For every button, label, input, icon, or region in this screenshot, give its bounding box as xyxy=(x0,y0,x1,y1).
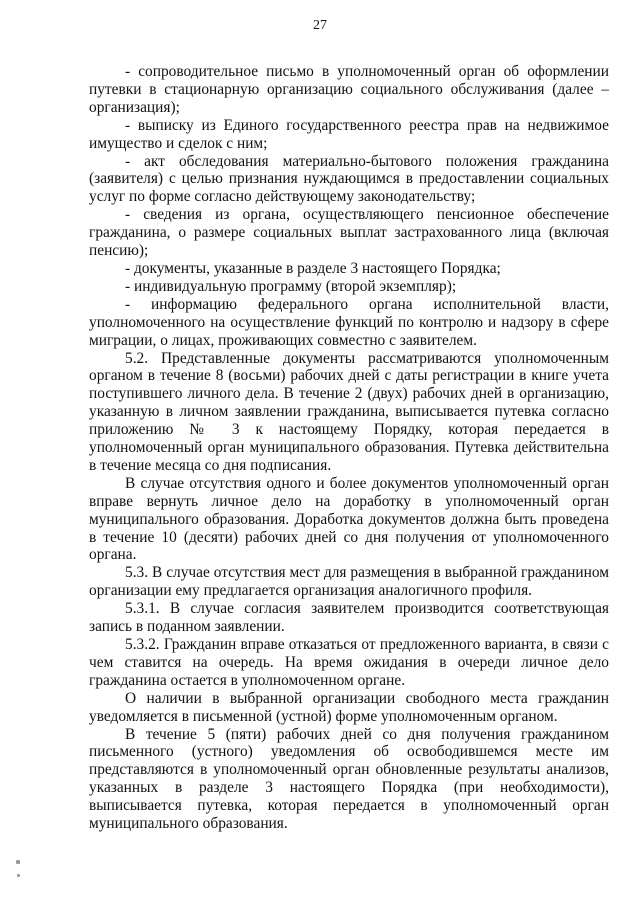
scan-speck xyxy=(17,874,20,877)
page-number: 27 xyxy=(313,18,327,33)
paragraph-missing-documents: В случае отсутствия одного и более документов уполномоченный орган вправе вернуть личное дело на доработку в уполномоченный орган муниципального образования. Доработка документов должна быть проведена в течение 10 (десяти) рабочих дней со дня получения от уполномоченного органа. xyxy=(89,474,609,564)
paragraph-free-place-notice: О наличии в выбранной организации свободного места гражданин уведомляется в письменной (устной) форме уполномоченным органом. xyxy=(89,689,609,725)
paragraph-pension-info: - сведения из органа, осуществляющего пенсионное обеспечение гражданина, о размере социальных выплат застрахованного лица (включая пенсию); xyxy=(89,206,609,260)
paragraph-migration-info: - информацию федерального органа исполнительной власти, уполномоченного на осуществление функций по контролю и надзору в сфере миграции, о лицах, проживающих совместно с заявителем. xyxy=(89,295,609,349)
scan-speck xyxy=(16,860,20,864)
paragraph-section3-documents: - документы, указанные в разделе 3 настоящего Порядка; xyxy=(125,259,501,277)
paragraph-5-3-1: 5.3.1. В случае согласия заявителем производится соответствующая запись в поданном заявлении. xyxy=(89,600,609,636)
paragraph-5-3: 5.3. В случае отсутствия мест для размещения в выбранной гражданином организации ему предлагается организация аналогичного профиля. xyxy=(89,564,609,600)
paragraph-five-days: В течение 5 (пяти) рабочих дней со дня получения гражданином письменного (устного) уведомления об освободившемся месте им представляются в уполномоченный орган обновленные результаты анализов, указанных в разделе 3 настоящего Порядка (при необходимости), выписывается путевка, которая передается в уполномоченный орган муниципального образования. xyxy=(89,725,609,833)
paragraph-5-3-2: 5.3.2. Гражданин вправе отказаться от предложенного варианта, в связи с чем ставится на очередь. На время ожидания в очереди личное дело гражданина остается в уполномоченном органе. xyxy=(89,636,609,689)
paragraph-individual-program: - индивидуальную программу (второй экземпляр); xyxy=(125,277,457,295)
paragraph-registry-extract: - выписку из Единого государственного реестра прав на недвижимое имущество и сделок с ним; xyxy=(89,116,609,152)
paragraph-5-2: 5.2. Представленные документы рассматриваются уполномоченным органом в течение 8 (восьми) рабочих дней с даты регистрации в книге учета поступившего личного дела. В течение 2 (двух) рабочих дней в организацию, указанную в личном заявлении гражданина, выписывается путевка согласно приложению № 3 к настоящему Порядку, которая передается в уполномоченный орган муниципального образования. Путевка действительна в течение месяца со дня подписания. xyxy=(89,349,609,474)
paragraph-cover-letter: - сопроводительное письмо в уполномоченный орган об оформлении путевки в стационарную организацию социального обслуживания (далее – организация); xyxy=(89,63,609,116)
document-body xyxy=(89,63,609,833)
paragraph-living-conditions-act: - акт обследования материально-бытового положения гражданина (заявителя) с целью признания нуждающимся в предоставлении социальных услуг по форме согласно действующему законодательству; xyxy=(89,152,609,206)
